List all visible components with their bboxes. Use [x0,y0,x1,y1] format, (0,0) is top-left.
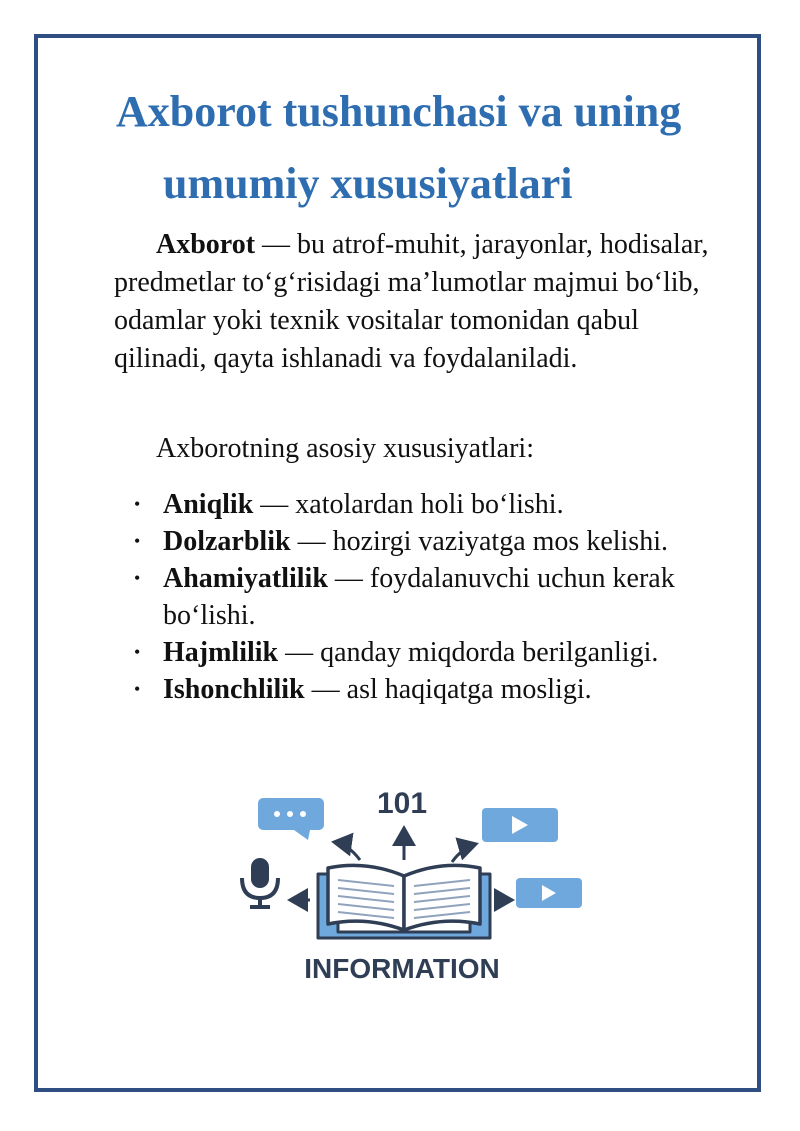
intro-term: Axborot [156,229,256,260]
title-line-1: Axborot tushunchasi va uning [116,87,682,136]
list-item [134,523,744,560]
property-desc: — foydalanuvchi uchun kerak bo‘lishi. [163,563,675,631]
bullet-icon: • [134,642,141,662]
bullet-icon: • [134,568,141,588]
bullet-icon: • [134,531,141,551]
list-item [134,634,744,671]
list-item [134,560,744,634]
open-book-icon [318,865,490,938]
property-desc: — xatolardan holi bo‘lishi. [253,489,564,520]
page-title [0,76,800,220]
bullet-icon: • [134,679,141,699]
list-item [134,671,744,708]
video-play-icon [482,808,558,842]
list-item [134,486,744,523]
property-term: Dolzarblik [163,526,291,557]
label-information: INFORMATION [304,953,500,984]
title-line-2: umumiy xususiyatlari [163,159,573,208]
property-desc: — asl haqiqatga mosligi. [304,674,592,705]
property-term: Aniqlik [163,489,254,520]
property-term: Ishonchlilik [163,674,305,705]
properties-lead: Axborotning asosiy xususiyatlari: [156,433,534,464]
intro-paragraph [114,226,734,378]
label-101: 101 [376,787,428,820]
property-desc: — hozirgi vaziyatga mos kelishi. [290,526,668,557]
microphone-icon [242,858,278,907]
chat-bubble-icon [258,798,324,840]
bullet-icon: • [134,494,141,514]
video-play-icon [516,878,582,908]
property-desc: — qanday miqdorda berilganligi. [278,637,659,668]
properties-list [134,486,744,708]
information-illustration [230,782,600,992]
intro-text: — bu atrof-muhit, jarayonlar, hodisalar, predmetlar to‘g‘risidagi ma’lumotlar majmui bo‘lib, odamlar yoki texnik vositalar tomonidan qabul qilinadi, qayta ishlanadi va foydalaniladi. [114,229,709,374]
property-term: Hajmlilik [163,637,279,668]
property-term: Ahamiyatlilik [163,563,328,594]
